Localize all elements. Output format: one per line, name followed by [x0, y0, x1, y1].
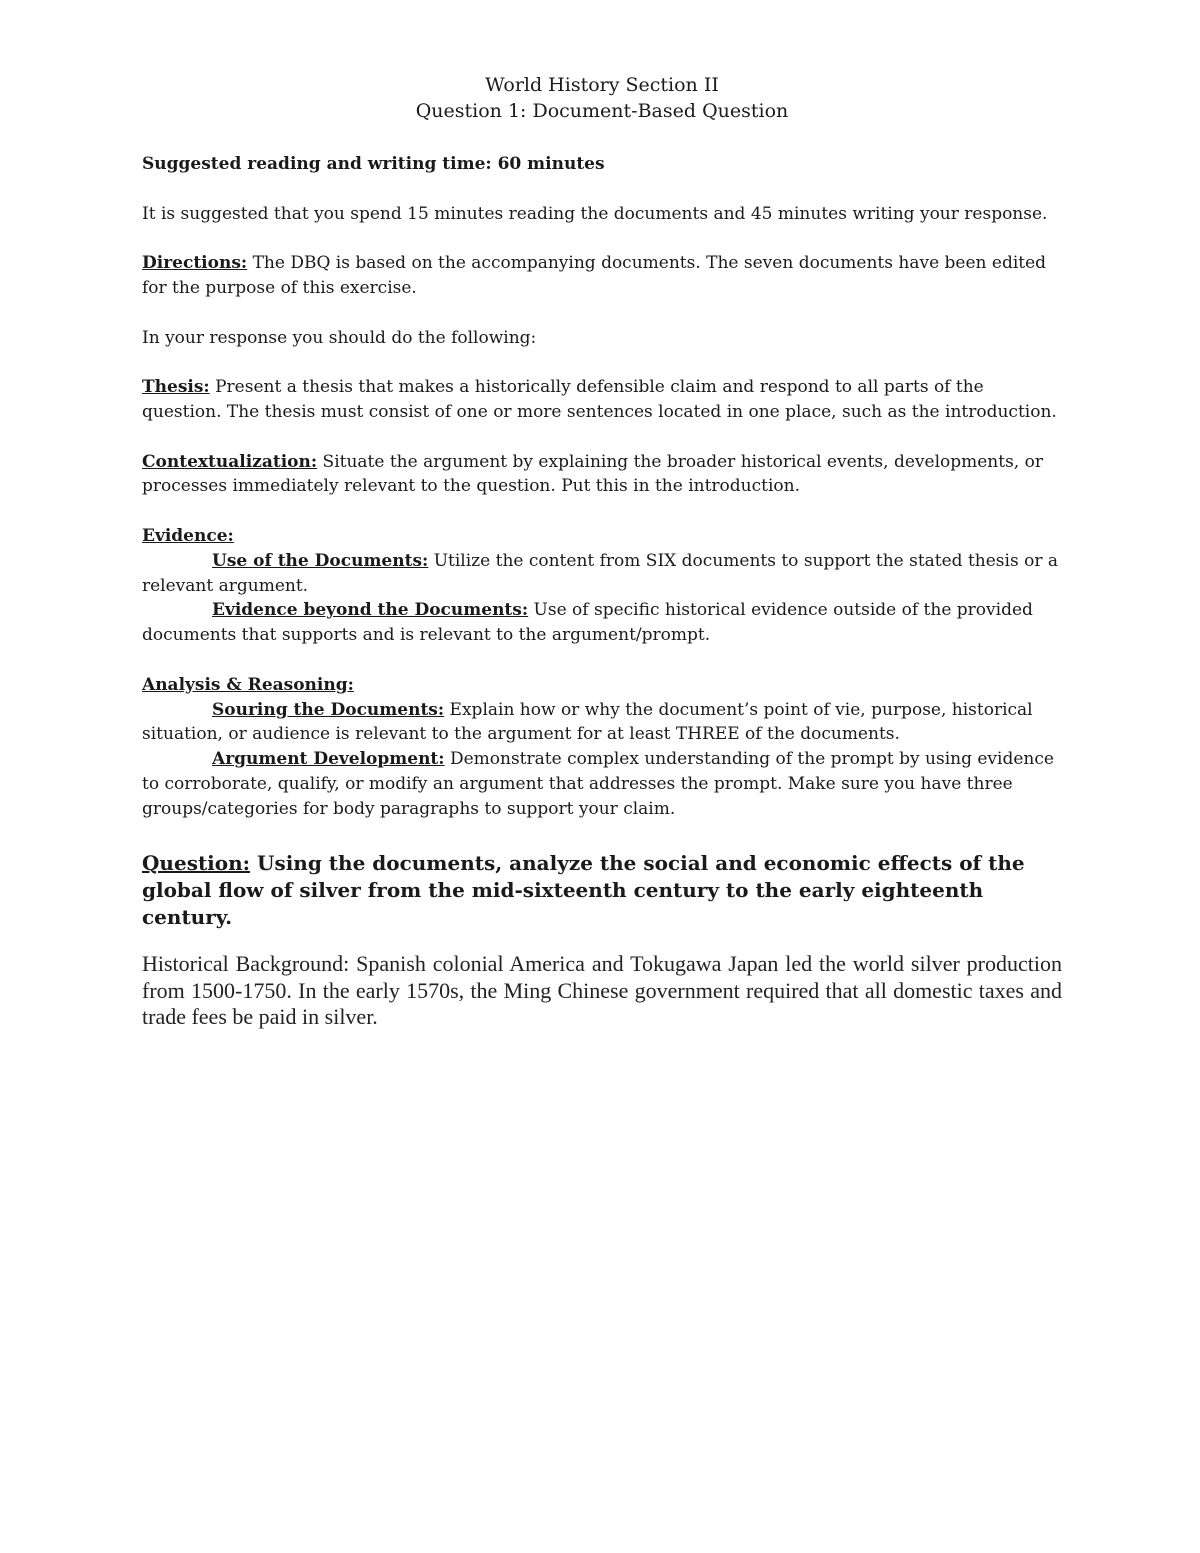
thesis-text: Present a thesis that makes a historically defensible claim and respond to all parts of the question. The thesis must consist of one or more sentences located in one place, such as the introduction.	[142, 377, 1057, 422]
directions-label: Directions:	[142, 253, 248, 274]
question-text: Using the documents, analyze the social and economic effects of the global flow of silver from the mid-sixteenth century to the early eighteenth century.	[142, 851, 1025, 930]
directions-paragraph	[142, 251, 1062, 301]
evidence-beyond-label: Evidence beyond the Documents:	[212, 600, 529, 621]
evidence-beyond-text: Use of specific historical evidence outside of the provided documents that supports and is relevant to the argument/prompt.	[142, 600, 1033, 646]
use-of-documents-text: Utilize the content from SIX documents to support the stated thesis or a relevant argument.	[142, 550, 1059, 596]
contextualization-paragraph	[142, 450, 1062, 500]
analysis-heading: Analysis & Reasoning:	[142, 674, 354, 695]
question-paragraph	[142, 850, 1062, 931]
response-intro: In your response you should do the following:	[142, 327, 537, 348]
sourcing-paragraph	[142, 698, 1062, 748]
use-of-documents-label: Use of the Documents:	[212, 550, 429, 571]
use-of-documents-paragraph	[142, 549, 1062, 599]
document-title	[142, 72, 1062, 124]
question-label: Question:	[142, 851, 251, 876]
contextualization-label: Contextualization:	[142, 451, 318, 472]
sourcing-text: Explain how or why the document’s point of vie, purpose, historical situation, or audience is relevant to the argument for at least THREE of the documents.	[142, 699, 1033, 745]
title-line-1: World History Section II	[485, 74, 719, 96]
document-page	[142, 72, 1062, 1031]
argument-development-paragraph	[142, 747, 1062, 821]
evidence-heading: Evidence:	[142, 525, 234, 546]
argument-development-label: Argument Development:	[212, 749, 445, 770]
sourcing-label: Souring the Documents:	[212, 699, 445, 720]
time-suggestion: It is suggested that you spend 15 minutes reading the documents and 45 minutes writing your response.	[142, 203, 1048, 224]
contextualization-text: Situate the argument by explaining the broader historical events, developments, or processes immediately relevant to the question. Put this in the introduction.	[142, 451, 1043, 497]
directions-text: The DBQ is based on the accompanying documents. The seven documents have been edited for the purpose of this exercise.	[142, 253, 1047, 298]
evidence-beyond-paragraph	[142, 598, 1062, 648]
thesis-label: Thesis:	[142, 377, 210, 398]
suggested-time: Suggested reading and writing time: 60 minutes	[142, 154, 605, 174]
historical-background: Historical Background: Spanish colonial America and Tokugawa Japan led the world silver production from 1500-1750. In the early 1570s, the Ming Chinese government required that all domestic taxes and trade fees be paid in silver.	[142, 951, 1062, 1030]
argument-development-text: Demonstrate complex understanding of the prompt by using evidence to corroborate, qualify, or modify an argument that addresses the prompt. Make sure you have three groups/categories for body paragraphs to support your claim.	[142, 749, 1054, 819]
thesis-paragraph	[142, 375, 1062, 425]
title-line-2: Question 1: Document-Based Question	[415, 100, 789, 122]
